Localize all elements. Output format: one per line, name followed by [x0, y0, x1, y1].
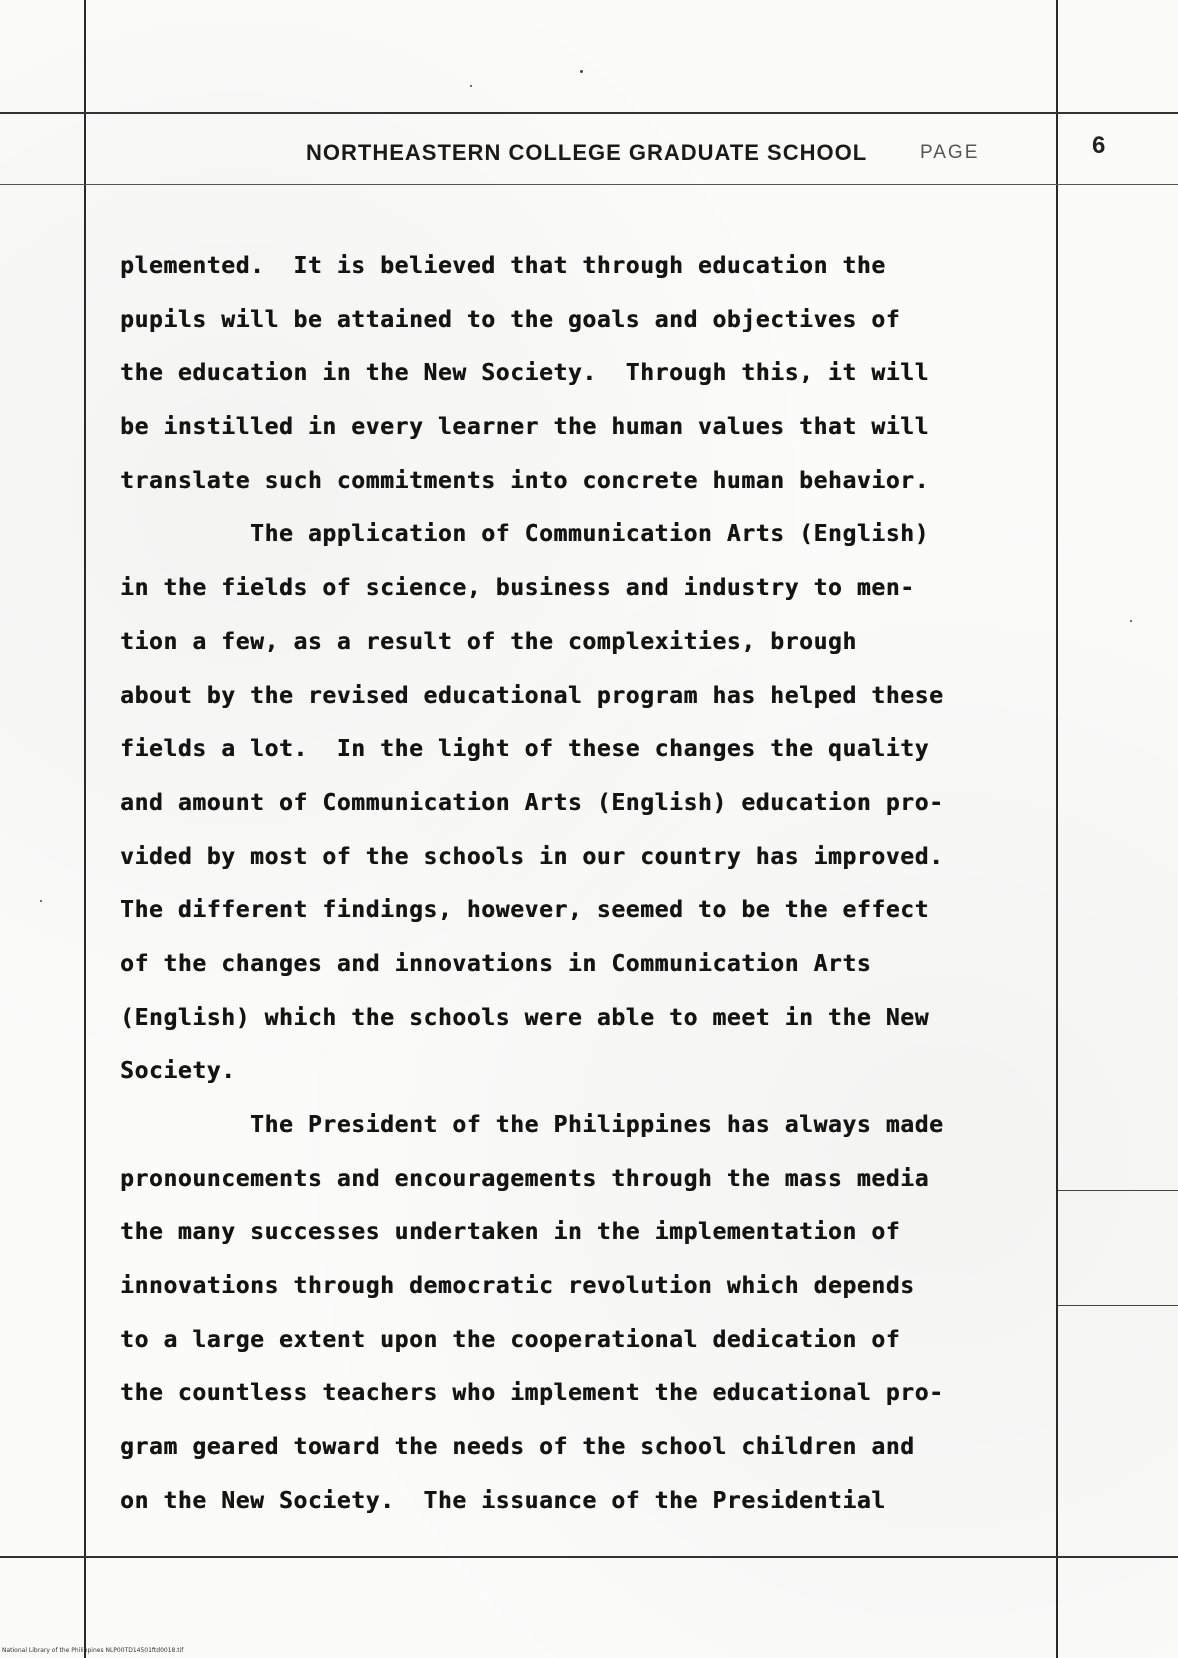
text-line: tion a few, as a result of the complexities, brough [120, 628, 857, 655]
left-margin-rule [84, 0, 86, 1658]
page-number: 6 [1092, 132, 1106, 159]
footer-credit: National Library of the Philippines NLP00TD14501ftd0018.tif [2, 1647, 184, 1654]
top-rule [0, 112, 1178, 114]
scan-speck [1130, 620, 1132, 622]
text-line: plemented. It is believed that through education the [120, 253, 886, 279]
body-text [120, 240, 1050, 1529]
text-line: innovations through democratic revolution which depends [120, 1273, 915, 1300]
text-line: The President of the Philippines has always made [120, 1112, 944, 1138]
text-line: pronouncements and encouragements through the mass media [120, 1165, 930, 1192]
text-line: Society. [120, 1058, 236, 1085]
text-line: The different findings, however, seemed to be the effect [120, 897, 930, 924]
text-line: translate such commitments into concrete human behavior. [120, 467, 930, 494]
text-line: about by the revised educational program has helped these [120, 682, 944, 709]
text-line: fields a lot. In the light of these changes the quality [120, 736, 930, 763]
page-label: PAGE [920, 142, 980, 163]
header-rule [0, 184, 1178, 185]
text-line: in the fields of science, business and industry to men- [120, 575, 915, 602]
text-line: the countless teachers who implement the educational pro- [120, 1380, 944, 1407]
text-line: be instilled in every learner the human values that will [120, 414, 930, 441]
text-line: vided by most of the schools in our country has improved. [120, 843, 944, 870]
right-margin-rule [1056, 0, 1058, 1658]
text-line: (English) which the schools were able to meet in the New [120, 1004, 930, 1031]
scan-speck [580, 70, 583, 73]
text-line: pupils will be attained to the goals and objectives of [120, 306, 901, 333]
text-line: The application of Communication Arts (English) [120, 521, 930, 548]
text-line: on the New Society. The issuance of the Presidential [120, 1487, 886, 1514]
text-line: to a large extent upon the cooperational dedication of [120, 1326, 901, 1353]
margin-rule-mark [1058, 1190, 1178, 1191]
margin-rule-mark [1058, 1305, 1178, 1306]
text-line: of the changes and innovations in Communication Arts [120, 950, 872, 977]
text-line: gram geared toward the needs of the school children and [120, 1434, 915, 1461]
text-line: the education in the New Society. Through this, it will [120, 360, 930, 387]
page-header-title: NORTHEASTERN COLLEGE GRADUATE SCHOOL [306, 140, 868, 165]
bottom-rule [0, 1556, 1178, 1558]
text-line: and amount of Communication Arts (English) education pro- [120, 789, 944, 816]
scan-speck [470, 85, 472, 87]
scan-speck [40, 900, 42, 902]
text-line: the many successes undertaken in the implementation of [120, 1219, 901, 1246]
